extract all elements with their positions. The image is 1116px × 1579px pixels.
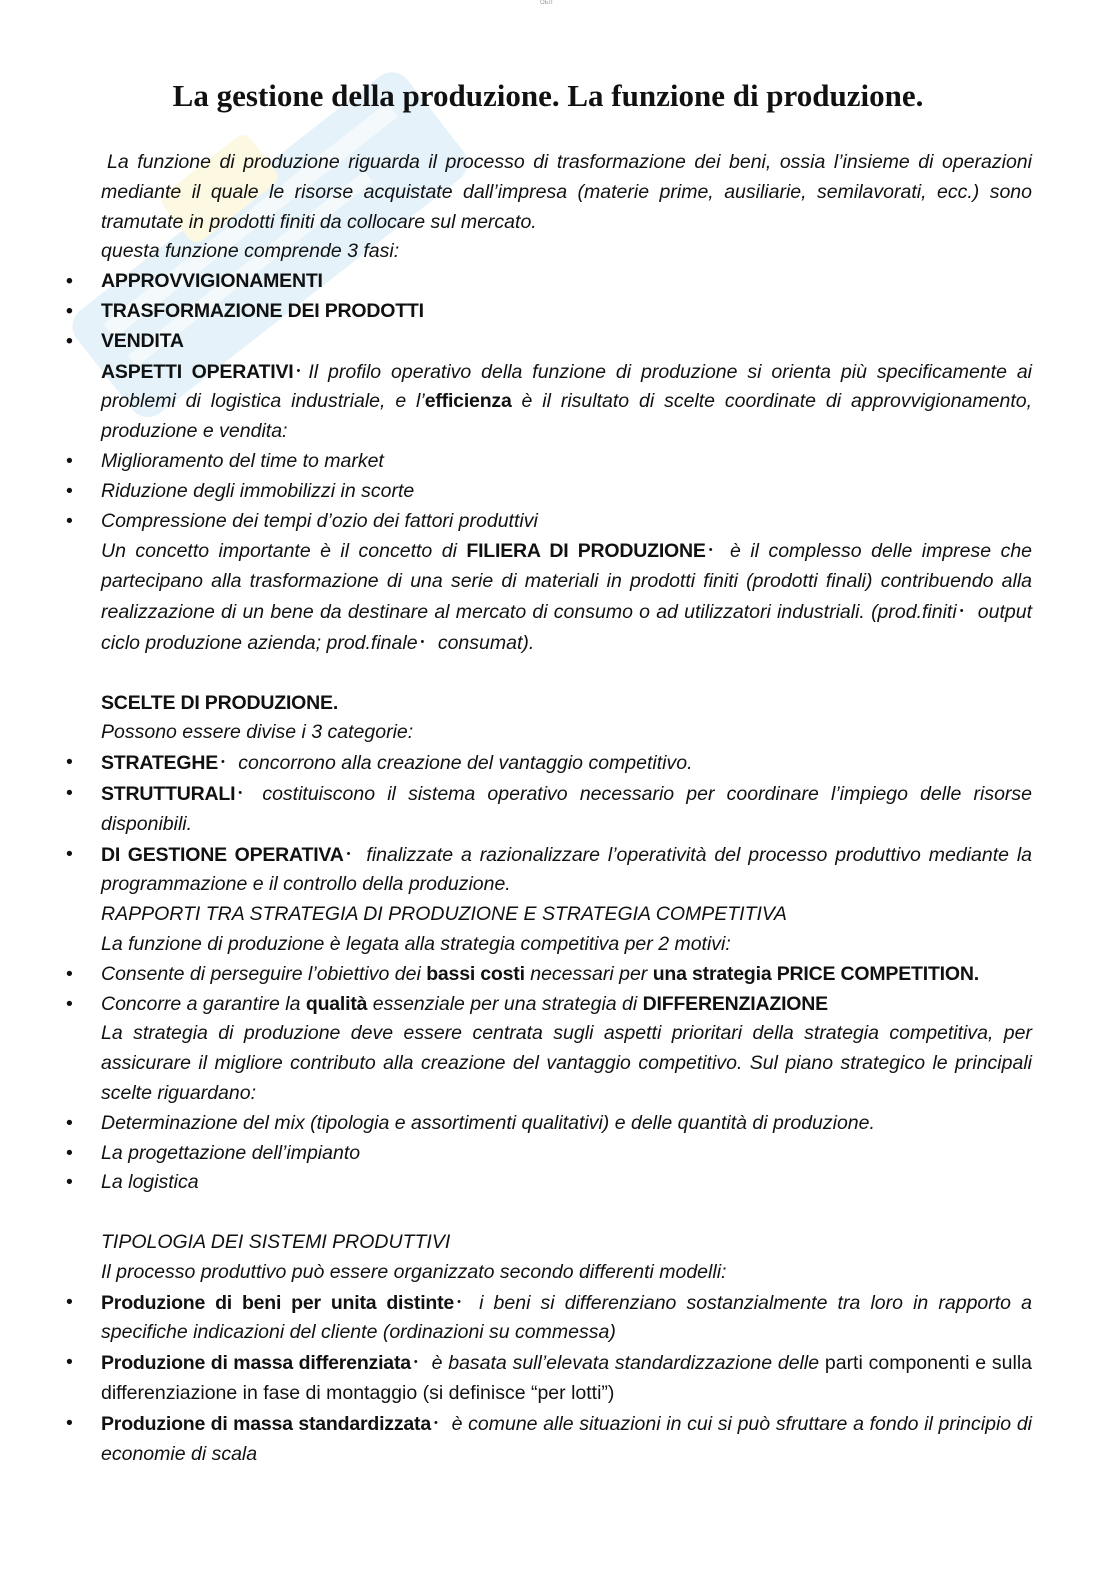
scelte-intro: Possono essere divise i 3 categorie: [101,721,414,744]
strategia-scelta-item: • Determinazione del mix (tipologia e assortimenti qualitativi) e delle quantità di produzione. [66,1109,1032,1139]
phase-item: • APPROVVIGIONAMENTI [66,267,1032,297]
document-body [66,148,1032,1469]
scelta-item: • STRATEGHE • concorrono alla creazione del vantaggio competitivo. [66,748,1032,779]
rapporti-intro: La funzione di produzione è legata alla strategia competitiva per 2 motivi: [101,932,731,955]
tipologia-heading: TIPOLOGIA DEI SISTEMI PRODUTTIVI [101,1231,451,1254]
obiettivo-item: • Miglioramento del time to market [66,447,1032,477]
tipologia-intro: Il processo produttivo può essere organizzato secondo differenti modelli: [101,1260,727,1283]
filiera-label: FILIERA DI PRODUZIONE [466,540,706,563]
strategia-scelta-item: • La logistica [66,1168,1032,1198]
sistema-item: • Produzione di beni per unita distinte • i beni si differenziano sostanzialmente tra loro in rapporto a specifiche indicazioni del cliente (ordinazioni su commessa) [66,1288,1032,1349]
scelta-item: • DI GESTIONE OPERATIVA • finalizzate a razionalizzare l’operatività del processo produttivo mediante la programmazione e il controllo della produzione. [66,840,1032,901]
efficienza-term: efficienza [424,390,512,413]
obiettivo-item: • Riduzione degli immobilizzi in scorte [66,477,1032,507]
obiettivo-item: • Compressione dei tempi d’ozio dei fattori produttivi [66,507,1032,537]
motivo-item: • Consente di perseguire l’obiettivo dei bassi costi necessari per una strategia PRICE COMPETITION. [66,960,1032,990]
intro-paragraph: La funzione di produzione riguarda il processo di trasformazione dei beni, ossia l’insieme di operazioni mediante il quale le risorse acquistate dall’impresa (materie prime, ausiliarie, semilavorati, ecc.) sono tramutate in prodotti finiti da collocare sul mercato. [101,151,1032,233]
sistema-item: • Produzione di massa differenziata • è basata sull’elevata standardizzazione delle parti componenti e sulla differenziazione in fase di montaggio (si definisce “per lotti”) [66,1348,1032,1409]
phases-intro: questa funzione comprende 3 fasi: [101,240,400,263]
rapporti-heading: RAPPORTI TRA STRATEGIA DI PRODUZIONE E STRATEGIA COMPETITIVA [101,903,787,926]
page-title: La gestione della produzione. La funzione di produzione. [172,78,924,113]
scelte-heading: SCELTE DI PRODUZIONE. [101,691,339,714]
motivo-item: • Concorre a garantire la qualità essenziale per una strategia di DIFFERENZIAZIONE [66,990,1032,1020]
aspetti-label: ASPETTI OPERATIVI [101,360,294,383]
filiera-paragraph: Un concetto importante è il concetto di FILIERA DI PRODUZIONE • è il complesso delle imprese che partecipano alla trasformazione di una serie di materiali in prodotti finiti (prodotti finali) contribuendo alla realizzazione di un bene da destinare al mercato di consumo o ad utilizzatori industriali. (prod.finiti • output ciclo produzione azienda; prod.finale • consumat). [101,540,1033,654]
page-header-mark: ОБЛ [540,0,553,6]
phase-item: • TRASFORMAZIONE DEI PRODOTTI [66,297,1032,327]
strategia-paragraph: La strategia di produzione deve essere centrata sugli aspetti prioritari della strategia competitiva, per assicurare il migliore contributo alla creazione del vantaggio competitivo. Sul piano strategico le principali scelte riguardano: [101,1022,1032,1104]
phase-item: • VENDITA [66,327,1032,357]
scelta-item: • STRUTTURALI • costituiscono il sistema operativo necessario per coordinare l’impiego delle risorse disponibili. [66,779,1032,840]
strategia-scelta-item: • La progettazione dell’impianto [66,1139,1032,1169]
aspetti-operativi-paragraph: ASPETTI OPERATIVI • Il profilo operativo della funzione di produzione si orienta più specificamente ai problemi di logistica industriale, e l’efficienza è il risultato di scelte coordinate di approvvigionamento, produzione e vendita: [101,360,1032,443]
sistema-item: • Produzione di massa standardizzata • è comune alle situazioni in cui si può sfruttare a fondo il principio di economie di scala [66,1409,1032,1470]
